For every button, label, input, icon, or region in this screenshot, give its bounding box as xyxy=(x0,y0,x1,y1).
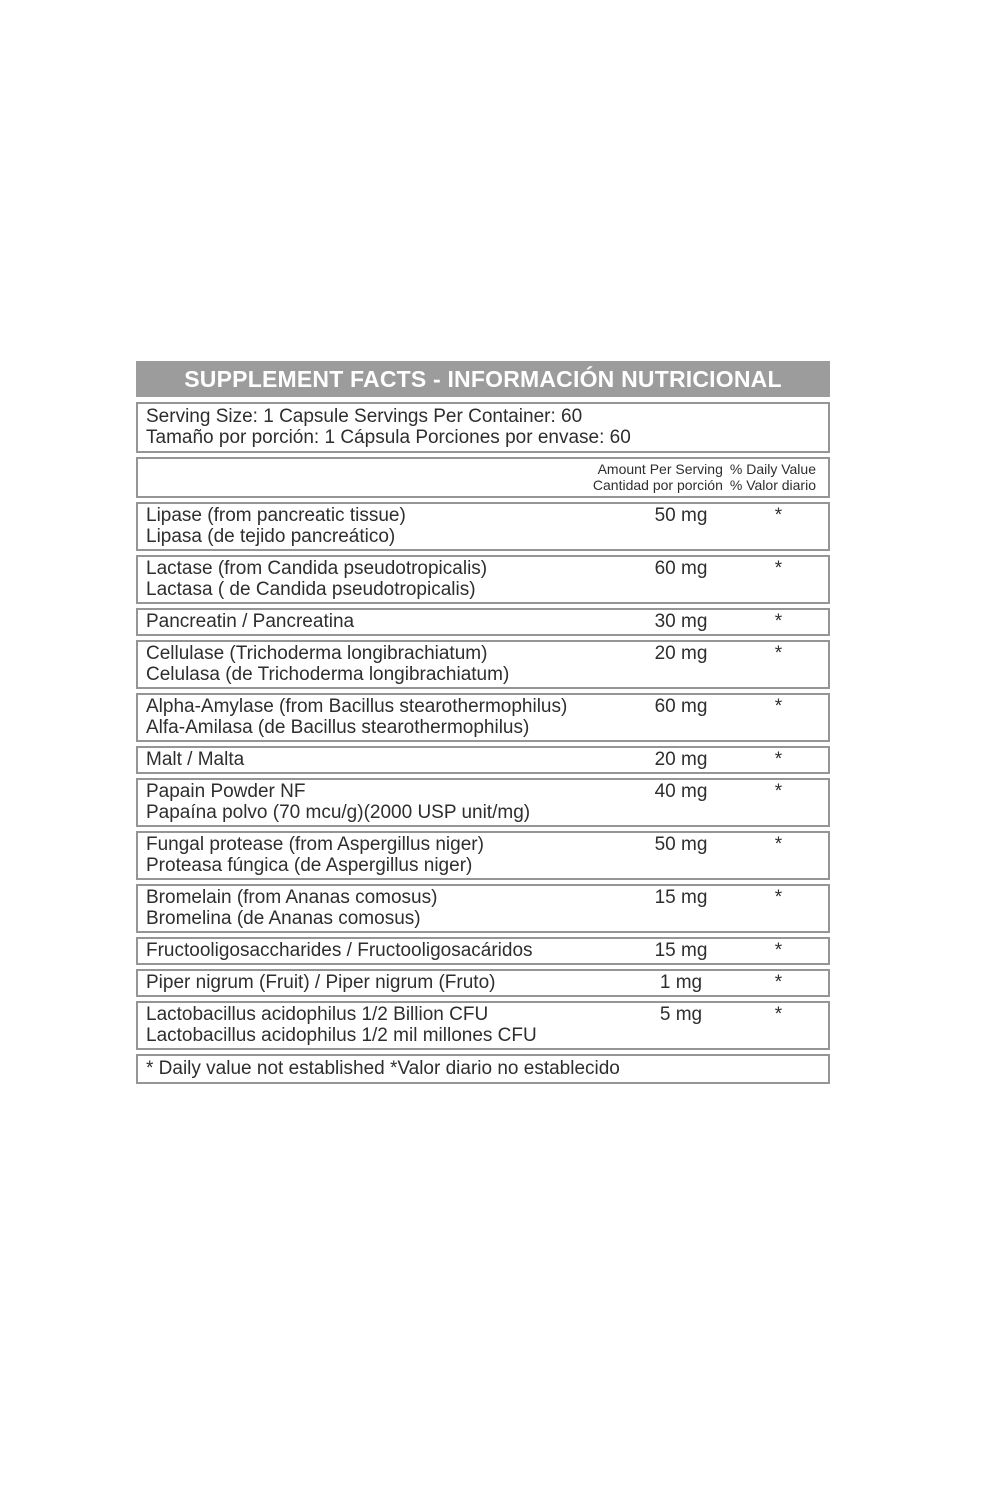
daily-value: * xyxy=(774,558,783,579)
amount-value: 60 mg xyxy=(654,696,708,717)
dv-header-es: % Valor diario xyxy=(729,477,816,493)
ingredient-name: Fructooligosaccharides / Fructooligosacáridos xyxy=(146,940,533,961)
ingredient-name: Fungal protease (from Aspergillus niger) Proteasa fúngica (de Aspergillus niger) xyxy=(146,834,484,876)
column-headers xyxy=(136,457,830,498)
daily-value: * xyxy=(774,505,783,526)
amount-value: 15 mg xyxy=(654,940,708,961)
ingredient-name: Papain Powder NF Papaína polvo (70 mcu/g)(2000 USP unit/mg) xyxy=(146,781,531,823)
ingredient-name: Bromelain (from Ananas comosus) Bromelina (de Ananas comosus) xyxy=(146,887,438,929)
table-row xyxy=(136,831,830,880)
panel-title: SUPPLEMENT FACTS - INFORMACIÓN NUTRICIONAL xyxy=(136,361,830,397)
serving-info xyxy=(136,402,830,453)
table-row xyxy=(136,1001,830,1050)
daily-value: * xyxy=(774,1004,783,1025)
table-row xyxy=(136,778,830,827)
amount-header-es: Cantidad por porción xyxy=(592,477,723,493)
amount-value: 30 mg xyxy=(654,611,708,632)
ingredient-name: Lactase (from Candida pseudotropicalis) Lactasa ( de Candida pseudotropicalis) xyxy=(146,558,488,600)
daily-value: * xyxy=(774,781,783,802)
ingredient-name: Pancreatin / Pancreatina xyxy=(146,611,355,632)
amount-value: 20 mg xyxy=(654,643,708,664)
daily-value: * xyxy=(774,749,783,770)
ingredient-name: Malt / Malta xyxy=(146,749,245,770)
column-header-line-en xyxy=(146,461,816,477)
amount-value: 40 mg xyxy=(654,781,708,802)
table-row xyxy=(136,693,830,742)
amount-value: 15 mg xyxy=(654,887,708,908)
ingredient-name: Alpha-Amylase (from Bacillus stearothermophilus) Alfa-Amilasa (de Bacillus stearothermophilus) xyxy=(146,696,568,738)
ingredient-name: Lipase (from pancreatic tissue) Lipasa (de tejido pancreático) xyxy=(146,505,406,547)
daily-value: * xyxy=(774,696,783,717)
ingredient-name: Lactobacillus acidophilus 1/2 Billion CFU Lactobacillus acidophilus 1/2 mil millones CFU xyxy=(146,1004,537,1046)
table-row xyxy=(136,969,830,997)
column-header-line-es xyxy=(146,477,816,493)
table-row xyxy=(136,884,830,933)
serving-line-es: Tamaño por porción: 1 Cápsula Porciones por envase: 60 xyxy=(146,427,631,448)
amount-value: 20 mg xyxy=(654,749,708,770)
supplement-facts-panel xyxy=(136,361,830,1088)
ingredient-name: Piper nigrum (Fruit) / Piper nigrum (Fruto) xyxy=(146,972,496,993)
amount-header-en: Amount Per Serving xyxy=(597,461,723,477)
amount-value: 60 mg xyxy=(654,558,708,579)
ingredient-name: Cellulase (Trichoderma longibrachiatum) Celulasa (de Trichoderma longibrachiatum) xyxy=(146,643,510,685)
table-row xyxy=(136,555,830,604)
daily-value-footnote: * Daily value not established *Valor diario no establecido xyxy=(136,1054,830,1084)
table-row xyxy=(136,640,830,689)
amount-value: 5 mg xyxy=(659,1004,703,1025)
daily-value: * xyxy=(774,611,783,632)
daily-value: * xyxy=(774,643,783,664)
table-row xyxy=(136,746,830,774)
table-row xyxy=(136,608,830,636)
amount-value: 50 mg xyxy=(654,834,708,855)
table-row xyxy=(136,937,830,965)
dv-header-en: % Daily Value xyxy=(729,461,816,477)
table-row xyxy=(136,502,830,551)
daily-value: * xyxy=(774,972,783,993)
amount-value: 50 mg xyxy=(654,505,708,526)
daily-value: * xyxy=(774,940,783,961)
daily-value: * xyxy=(774,887,783,908)
daily-value: * xyxy=(774,834,783,855)
serving-line-en: Serving Size: 1 Capsule Servings Per Container: 60 xyxy=(146,406,583,427)
amount-value: 1 mg xyxy=(659,972,703,993)
